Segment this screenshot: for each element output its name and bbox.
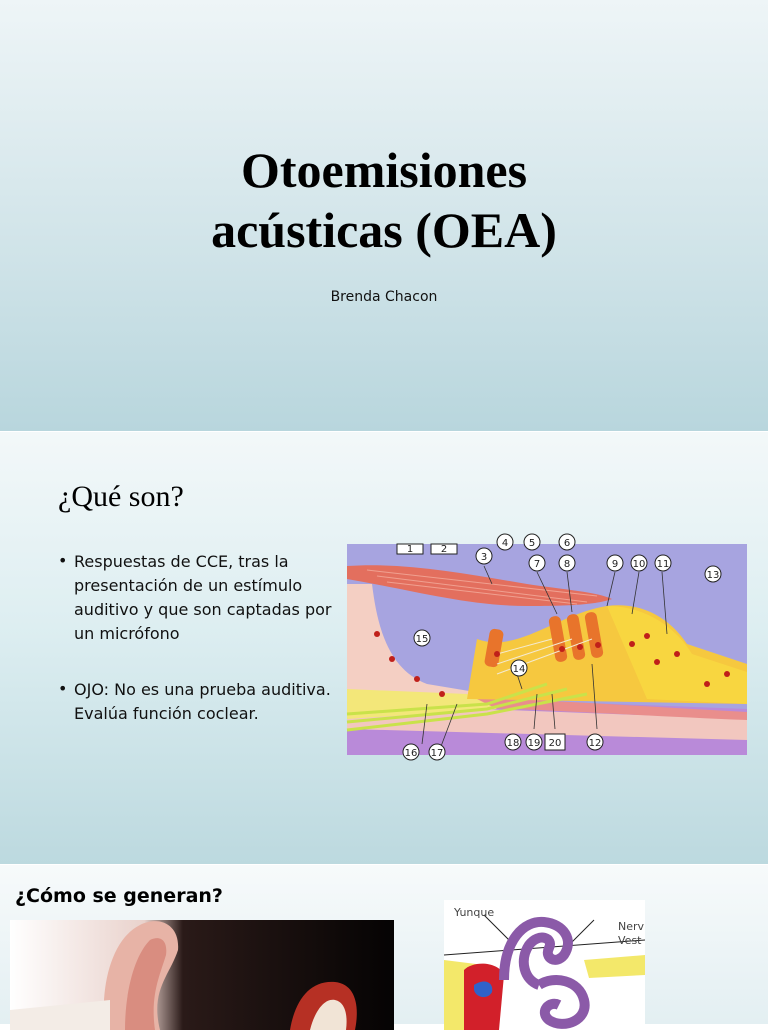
svg-text:19: 19 bbox=[527, 738, 541, 749]
svg-text:5: 5 bbox=[528, 538, 536, 549]
organ-of-corti-diagram bbox=[347, 538, 747, 759]
ear-anatomy-image bbox=[10, 920, 394, 1030]
nerve-label: Nerv bbox=[618, 920, 645, 933]
diagram-label bbox=[505, 734, 521, 750]
slide-heading: ¿Cómo se generan? bbox=[15, 885, 223, 907]
diagram-label bbox=[545, 734, 565, 750]
svg-text:3: 3 bbox=[480, 552, 488, 563]
diagram-label bbox=[429, 744, 445, 760]
bullet-list bbox=[58, 550, 340, 758]
diagram-label bbox=[587, 734, 603, 750]
svg-text:1: 1 bbox=[406, 544, 414, 555]
diagram-label bbox=[397, 544, 423, 555]
presentation-title bbox=[0, 140, 768, 260]
svg-text:2: 2 bbox=[440, 544, 448, 555]
svg-text:8: 8 bbox=[563, 559, 571, 570]
diagram-label bbox=[631, 555, 647, 571]
svg-text:10: 10 bbox=[632, 559, 646, 570]
diagram-label bbox=[559, 555, 575, 571]
diagram-label bbox=[476, 548, 492, 564]
diagram-label bbox=[511, 660, 527, 676]
diagram-label bbox=[526, 734, 542, 750]
diagram-label bbox=[705, 566, 721, 582]
svg-text:9: 9 bbox=[611, 559, 619, 570]
diagram-label bbox=[524, 534, 540, 550]
bullet-item: • OJO: No es una prueba auditiva. Evalúa función coclear. bbox=[58, 678, 340, 726]
diagram-label bbox=[431, 544, 457, 555]
diagram-label bbox=[497, 534, 513, 550]
svg-text:7: 7 bbox=[533, 559, 541, 570]
title-line-2: acústicas (OEA) bbox=[211, 202, 557, 258]
svg-text:12: 12 bbox=[588, 738, 602, 749]
svg-text:16: 16 bbox=[404, 748, 418, 759]
diagram-label bbox=[414, 630, 430, 646]
svg-text:4: 4 bbox=[501, 538, 509, 549]
svg-text:13: 13 bbox=[706, 570, 720, 581]
svg-text:20: 20 bbox=[548, 738, 562, 749]
vestibular-label: Vest bbox=[618, 934, 642, 947]
diagram-label bbox=[607, 555, 623, 571]
title-slide bbox=[0, 0, 768, 432]
svg-text:17: 17 bbox=[430, 748, 444, 759]
svg-text:15: 15 bbox=[415, 634, 429, 645]
que-son-slide bbox=[0, 432, 768, 865]
diagram-label bbox=[403, 744, 419, 760]
diagram-label bbox=[655, 555, 671, 571]
svg-text:6: 6 bbox=[563, 538, 571, 549]
diagram-label bbox=[529, 555, 545, 571]
svg-text:11: 11 bbox=[656, 559, 670, 570]
svg-text:18: 18 bbox=[506, 738, 520, 749]
diagram-label bbox=[559, 534, 575, 550]
slide-heading: ¿Qué son? bbox=[58, 480, 184, 513]
yunque-label: Yunque bbox=[454, 906, 495, 919]
svg-text:14: 14 bbox=[512, 664, 526, 675]
title-line-1: Otoemisiones bbox=[240, 142, 528, 198]
como-se-generan-slide bbox=[0, 865, 768, 1024]
inner-ear-diagram bbox=[444, 900, 645, 1030]
bullet-item: • Respuestas de CCE, tras la presentación de un estímulo auditivo y que son captadas por un micrófono bbox=[58, 550, 340, 646]
author-name: Brenda Chacon bbox=[330, 289, 438, 305]
